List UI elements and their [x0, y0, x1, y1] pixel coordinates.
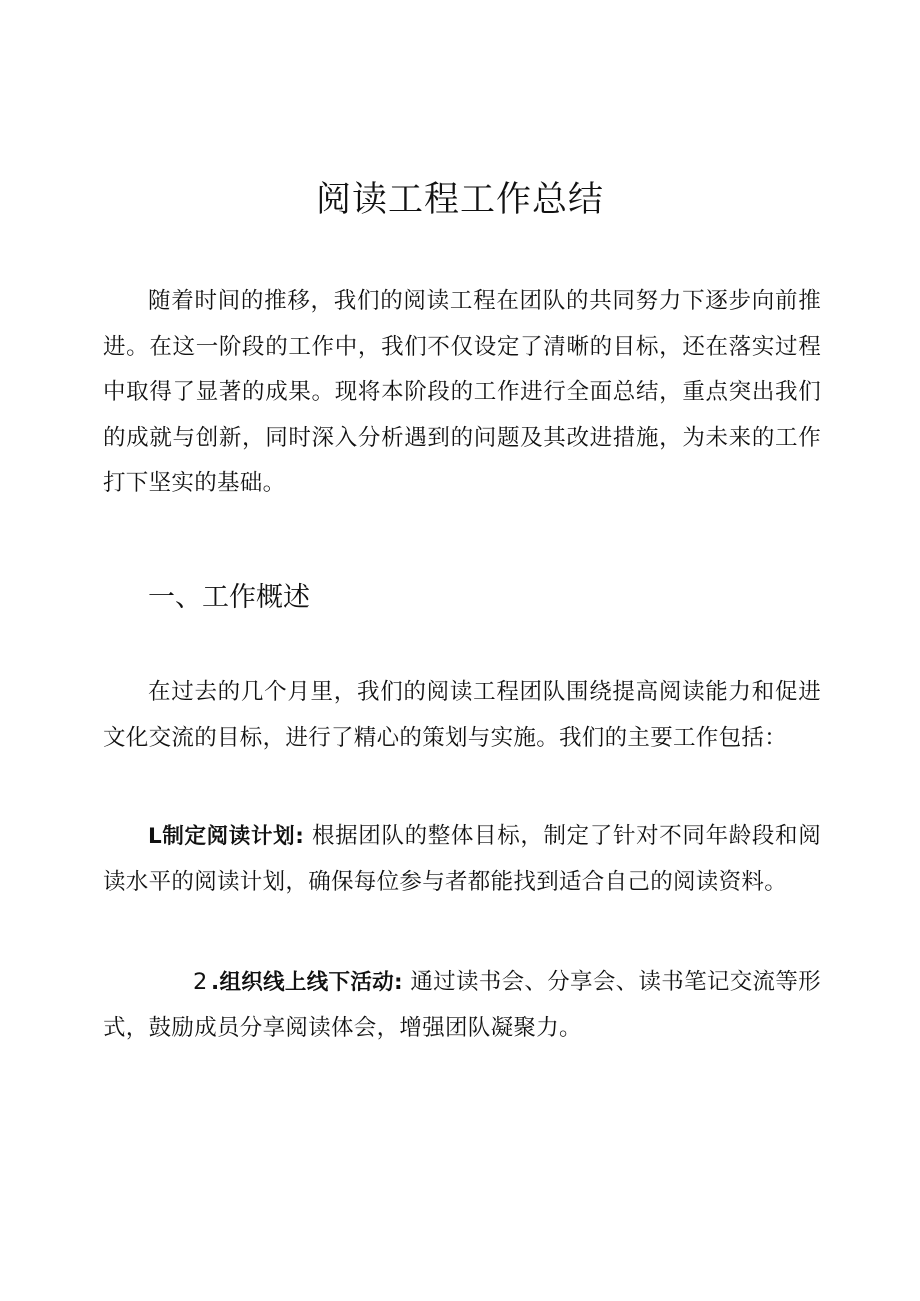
intro-paragraph: 随着时间的推移，我们的阅读工程在团队的共同努力下逐步向前推进。在这一阶段的工作中，我们不仅设定了清晰的目标，还在落实过程中取得了显著的成果。现将本阶段的工作进行全面总结，重点突出我们的成就与创新，同时深入分析遇到的问题及其改进措施，为未来的工作打下坚实的基础。: [103, 288, 821, 497]
list-item-label: L制定阅读计划:: [148, 824, 305, 849]
list-item-text: 根据团队的整体目标，制定了针对不同年龄段和阅读水平的阅读计划，确保每位参与者都能找到适合自己的阅读资料。: [103, 823, 821, 895]
list-item: [103, 814, 821, 905]
list-item-label: .组织线上线下活动:: [211, 970, 403, 995]
section-heading-overview: 一、工作概述: [148, 582, 310, 613]
document-title: 阅读工程工作总结: [315, 180, 604, 220]
list-item-number: 2: [193, 969, 208, 995]
overview-paragraph: 在过去的几个月里，我们的阅读工程团队围绕提高阅读能力和促进文化交流的目标，进行了精心的策划与实施。我们的主要工作包括：: [103, 679, 821, 751]
list-item: [103, 960, 821, 1051]
list-item-text: 通过读书会、分享会、读书笔记交流等形式，鼓励成员分享阅读体会，增强团队凝聚力。: [103, 969, 821, 1041]
